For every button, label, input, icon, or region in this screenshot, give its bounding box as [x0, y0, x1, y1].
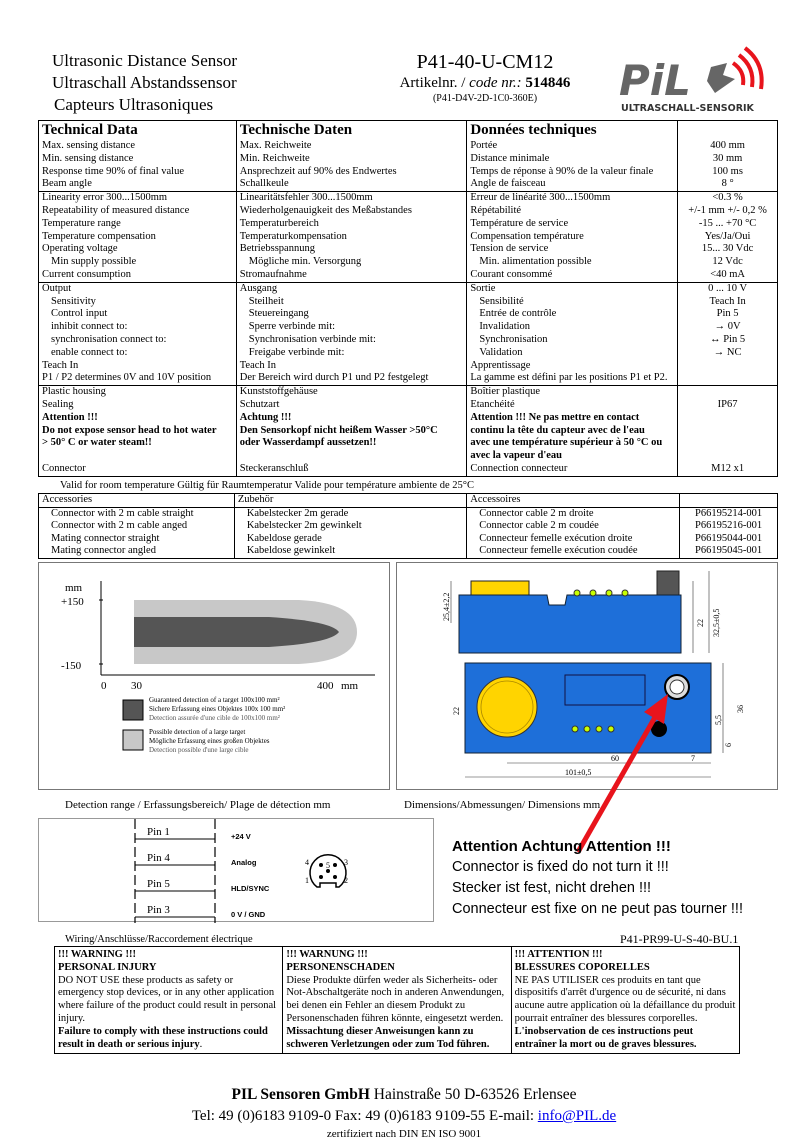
x-unit: mm [341, 680, 359, 692]
accessory-cell-code: P66195216-001 [680, 520, 778, 533]
tech-row [39, 425, 778, 438]
transducer-face [477, 677, 537, 737]
tech-cell-fr: Apprentissage [467, 360, 678, 373]
title-en: Ultrasonic Distance Sensor [52, 51, 238, 70]
tech-cell-v: → 0V [678, 321, 778, 334]
head-en: Technical Data [39, 121, 237, 141]
tech-row [39, 334, 778, 347]
tech-row [39, 412, 778, 425]
tech-cell-v: Teach In [678, 296, 778, 309]
legend1-de: Sichere Erfassung eines Objektes 100x 100 mm² [149, 705, 286, 713]
accessory-row [39, 545, 778, 558]
tech-cell-de: Achtung !!! [236, 412, 467, 425]
tech-cell-v [678, 372, 778, 385]
tech-cell-de: Den Sensorkopf nicht heißem Wasser >50°C [236, 425, 467, 438]
tech-cell-v: → NC [678, 347, 778, 360]
tech-cell-fr: Invalidation [467, 321, 678, 334]
article-line: Artikelnr. / code nr.: 514846 [399, 75, 571, 91]
tech-cell-de: Mögliche min. Versorgung [236, 256, 467, 269]
tech-row [39, 166, 778, 179]
accessory-cell-de: Kabelstecker 2m gerade [234, 507, 466, 520]
tech-cell-v: <0.3 % [678, 192, 778, 205]
attention-arrow [560, 690, 680, 860]
m12-pinout-icon [305, 855, 348, 887]
tech-cell-de: oder Wasserdampf aussetzen!! [236, 437, 467, 450]
detection-caption: Detection range / Erfassungsbereich/ Plage de détection mm [65, 799, 331, 811]
tech-cell-de: Wiederholgenauigkeit des Meßabstandes [236, 205, 467, 218]
tech-cell-en: Plastic housing [39, 386, 237, 399]
tech-cell-fr: Boîtier plastique [467, 386, 678, 399]
attention-fr: Connecteur est fixe on ne peut pas tourner !!! [452, 901, 743, 917]
article-number: 514846 [525, 75, 571, 91]
dim-25: 25,4±2,2 [442, 592, 451, 621]
tech-row [39, 256, 778, 269]
dim-101: 101±0,5 [565, 768, 592, 777]
tech-cell-de: Ansprechzeit auf 90% des Endwertes [236, 166, 467, 179]
tech-cell-v [678, 386, 778, 399]
tech-cell-v: Yes/Ja/Oui [678, 231, 778, 244]
tech-row [39, 463, 778, 476]
detection-range-graph [39, 563, 391, 791]
tech-cell-de: Kunststoffgehäuse [236, 386, 467, 399]
tech-cell-fr: Distance minimale [467, 153, 678, 166]
warning-fr: !!! ATTENTION !!! BLESSURES COPORELLES NE PAS UTILISER ces produits en tant que dispositifs d'arrêt d'urgence ou de sécurité, ni dans aucune autre application où la défaillance du produit pourrait entraîner des blessures corporelles. L'inobservation de ces instructions peut entraîner la mort ou de graves blessures. [511, 947, 739, 1054]
tech-row [39, 269, 778, 282]
pil-logo [615, 45, 765, 115]
tech-cell-de: Freigabe verbinde mit: [236, 347, 467, 360]
tech-cell-v [678, 450, 778, 463]
warnings-table [54, 946, 740, 1054]
tech-cell-fr: Sensibilité [467, 296, 678, 309]
tech-cell-en: Min supply possible [39, 256, 237, 269]
tech-cell-en: Response time 90% of final value [39, 166, 237, 179]
svg-text:3: 3 [344, 858, 348, 867]
tech-cell-de: Synchronisation verbinde mit: [236, 334, 467, 347]
tech-row [39, 218, 778, 231]
tech-cell-v: Pin 5 [678, 308, 778, 321]
tech-cell-en: inhibit connect to: [39, 321, 237, 334]
accessory-cell-de: Kabelstecker 2m gewinkelt [234, 520, 466, 533]
warning-en: !!! WARNING !!! PERSONAL INJURY DO NOT USE these products as safety or emergency stop devices, or in any other application where failure of the product could result in personal injury. Failure to comply with these instructions could result in death or serious injury. [55, 947, 283, 1054]
tech-cell-de: Steckeranschluß [236, 463, 467, 476]
tech-cell-v: IP67 [678, 399, 778, 412]
accessory-cell-fr: Connecteur femelle exécution droite [467, 533, 680, 546]
tech-row [39, 450, 778, 463]
tech-cell-fr: avec la vapeur d'eau [467, 450, 678, 463]
tech-cell-fr: avec une température supérieur à 50 °C ou [467, 437, 678, 450]
tech-cell-en: Sensitivity [39, 296, 237, 309]
tech-cell-v [678, 425, 778, 438]
dimensions-caption: Dimensions/Abmessungen/ Dimensions mm [404, 799, 601, 811]
tech-cell-en: Operating voltage [39, 243, 237, 256]
accessory-cell-en: Connector with 2 m cable anged [39, 520, 235, 533]
tech-cell-v: M12 x1 [678, 463, 778, 476]
tech-cell-en [39, 450, 237, 463]
product-titles [52, 50, 237, 116]
part-code: P41-PR99-U-S-40-BU.1 [620, 932, 739, 946]
sig-gnd: 0 V / GND [231, 910, 266, 919]
tech-cell-en: Temperature range [39, 218, 237, 231]
tech-cell-fr: Sortie [467, 282, 678, 295]
head-fr: Données techniques [467, 121, 678, 141]
accessory-cell-fr: Connector cable 2 m droite [467, 507, 680, 520]
tech-cell-de: Steilheit [236, 296, 467, 309]
tech-row [39, 282, 778, 295]
y-plus: +150 [61, 596, 84, 608]
pin3-label: Pin 3 [147, 904, 170, 916]
tech-cell-de: Schallkeule [236, 178, 467, 191]
tech-row [39, 178, 778, 191]
pin5-label: Pin 5 [147, 878, 170, 890]
tech-cell-de: Min. Reichweite [236, 153, 467, 166]
tech-row [39, 192, 778, 205]
tech-cell-de: Temperaturkompensation [236, 231, 467, 244]
tech-row [39, 205, 778, 218]
warning-de: !!! WARNUNG !!! PERSONENSCHADEN Diese Produkte dürfen weder als Sicherheits- oder Not-Abschaltgeräte noch in anderen Anwendungen, bei denen ein Fehler an diesem Produkt zu Personenschaden führen könnte, eingesetzt werden. Missachtung dieser Anweisungen kann zu schweren Verletzungen oder zum Tod führen. [283, 947, 511, 1054]
dim-6: 6 [724, 743, 733, 747]
tech-cell-en: Sealing [39, 399, 237, 412]
tech-cell-de: Stromaufnahme [236, 269, 467, 282]
title-de: Ultraschall Abstandssensor [52, 73, 237, 92]
tech-cell-v: 8 ° [678, 178, 778, 191]
accessory-cell-en: Mating connector straight [39, 533, 235, 546]
model-number: P41-40-U-CM12 [416, 51, 554, 73]
tech-cell-en: enable connect to: [39, 347, 237, 360]
svg-text:1: 1 [305, 876, 309, 885]
tech-cell-v: 12 Vdc [678, 256, 778, 269]
accessories-table [38, 493, 778, 559]
wiring-panel [38, 818, 434, 922]
y-minus: -150 [61, 660, 82, 672]
technical-data-table [38, 120, 778, 477]
accessory-cell-code: P66195045-001 [680, 545, 778, 558]
accessory-cell-fr: Connector cable 2 m coudée [467, 520, 680, 533]
wiring-caption: Wiring/Anschlüsse/Raccordement électrique [65, 934, 253, 945]
sig-hld: HLD/SYNC [231, 884, 270, 893]
tech-cell-de: Betriebsspannung [236, 243, 467, 256]
variant-code: (P41-D4V-2D-1C0-360E) [432, 93, 538, 104]
tech-cell-fr: Entrée de contrôle [467, 308, 678, 321]
head-de: Technische Daten [236, 121, 467, 141]
tech-cell-en: Linearity error 300...1500mm [39, 192, 237, 205]
footer-cert: zertifiziert nach DIN EN ISO 9001 [326, 1128, 482, 1140]
company-address: Hainstraße 50 D-63526 Erlensee [373, 1086, 577, 1103]
tech-cell-en: Max. sensing distance [39, 140, 237, 153]
tech-row [39, 243, 778, 256]
accessory-cell-code: P66195214-001 [680, 507, 778, 520]
tech-cell-en: Attention !!! [39, 412, 237, 425]
attention-de: Stecker ist fest, nicht drehen !!! [452, 880, 652, 896]
tech-cell-fr: Tension de service [467, 243, 678, 256]
tech-cell-en: Connector [39, 463, 237, 476]
tech-cell-en: Control input [39, 308, 237, 321]
tech-cell-de: Der Bereich wird durch P1 und P2 festgelegt [236, 372, 467, 385]
logo-text: PiL [619, 56, 691, 105]
svg-text:4: 4 [305, 858, 309, 867]
wiring-diagram [39, 819, 435, 923]
acc-head-fr: Accessoires [467, 494, 680, 508]
tech-cell-fr: Etanchéité [467, 399, 678, 412]
accessory-row [39, 520, 778, 533]
svg-text:2: 2 [344, 876, 348, 885]
dim-32: 32,5±0,5 [712, 608, 721, 637]
tech-cell-fr: Synchronisation [467, 334, 678, 347]
tech-cell-v [678, 412, 778, 425]
tech-cell-de: Linearitätsfehler 300...1500mm [236, 192, 467, 205]
accessory-cell-en: Connector with 2 m cable straight [39, 507, 235, 520]
tech-cell-v: 15... 30 Vdc [678, 243, 778, 256]
tech-cell-en: Temperature compensation [39, 231, 237, 244]
title-fr: Capteurs Ultrasoniques [54, 95, 214, 114]
pin4-label: Pin 4 [147, 852, 170, 864]
logo-subtitle: ULTRASCHALL-SENSORIK [621, 103, 754, 114]
tech-cell-fr: Angle de faisceau [467, 178, 678, 191]
attention-en: Connector is fixed do not turn it !!! [452, 859, 669, 875]
tech-row [39, 231, 778, 244]
acc-head-de: Zubehör [234, 494, 466, 508]
tech-cell-v: 30 mm [678, 153, 778, 166]
pin1-label: Pin 1 [147, 826, 170, 838]
tech-cell-en: Repeatability of measured distance [39, 205, 237, 218]
x-label-0: 0 [101, 680, 107, 692]
tech-cell-fr: Portée [467, 140, 678, 153]
legend-dark-swatch [123, 700, 143, 720]
tech-row [39, 399, 778, 412]
dim-60: 60 [611, 754, 619, 763]
x-label-30: 30 [131, 680, 142, 692]
tech-cell-v: 400 mm [678, 140, 778, 153]
tech-row [39, 308, 778, 321]
svg-text:5: 5 [326, 861, 330, 870]
detection-range-panel [38, 562, 390, 790]
tech-cell-en: Min. sensing distance [39, 153, 237, 166]
accessory-cell-fr: Connecteur femelle exécution coudée [467, 545, 680, 558]
tech-cell-v [678, 360, 778, 373]
legend-light-swatch [123, 730, 143, 750]
sig-24v: +24 V [231, 832, 251, 841]
tech-cell-en: Beam angle [39, 178, 237, 191]
attention-head: Attention Achtung Attention !!! [452, 838, 671, 855]
legend2-fr: Detection possible d'une large cible [149, 746, 249, 754]
tech-row [39, 347, 778, 360]
legend2-en: Possible detection of a large target [149, 728, 246, 736]
accessory-cell-de: Kabeldose gewinkelt [234, 545, 466, 558]
dim-7: 7 [691, 754, 695, 763]
guaranteed-detection-area [134, 617, 339, 647]
legend1-en: Guaranteed detection of a target 100x100 mm² [149, 696, 280, 704]
tech-row [39, 386, 778, 399]
dim-22b: 22 [452, 707, 461, 715]
tech-cell-en: P1 / P2 determines 0V and 10V position [39, 372, 237, 385]
model-block [385, 50, 585, 106]
sig-analog: Analog [231, 858, 257, 867]
accessory-cell-code: P66195044-001 [680, 533, 778, 546]
x-label-400: 400 [317, 680, 334, 692]
tech-row [39, 153, 778, 166]
company-name: PIL Sensoren GmbH [231, 1086, 370, 1103]
tech-cell-de: Temperaturbereich [236, 218, 467, 231]
tech-cell-en: Current consumption [39, 269, 237, 282]
tech-cell-fr: continu la tête du capteur avec de l'eau [467, 425, 678, 438]
tech-cell-de: Sperre verbinde mit: [236, 321, 467, 334]
acc-head-en: Accessories [39, 494, 235, 508]
tech-row [39, 437, 778, 450]
tech-cell-en: > 50° C or water steam!! [39, 437, 237, 450]
tech-cell-fr: Répétabilité [467, 205, 678, 218]
tech-cell-fr: Compensation température [467, 231, 678, 244]
tech-row [39, 372, 778, 385]
tech-cell-fr: Température de service [467, 218, 678, 231]
tech-cell-fr: Erreur de linéarité 300...1500mm [467, 192, 678, 205]
tech-cell-v [678, 437, 778, 450]
contact-line: Tel: 49 (0)6183 9109-0 Fax: 49 (0)6183 9109-55 E-mail: [191, 1108, 538, 1124]
dim-22a: 22 [696, 619, 705, 627]
tech-cell-fr: Courant consommé [467, 269, 678, 282]
dim-5: 5,5 [714, 715, 723, 725]
legend2-de: Mögliche Erfassung eines großen Objektes [149, 737, 270, 745]
tech-cell-de: Schutzart [236, 399, 467, 412]
tech-cell-v: ↔ Pin 5 [678, 334, 778, 347]
dim-36: 36 [736, 705, 745, 713]
accessory-cell-en: Mating connector angled [39, 545, 235, 558]
tech-cell-fr: Validation [467, 347, 678, 360]
tech-cell-en: Output [39, 282, 237, 295]
email-link[interactable]: info@PIL.de [537, 1108, 617, 1124]
tech-cell-fr: Min. alimentation possible [467, 256, 678, 269]
tech-cell-de: Steuereingang [236, 308, 467, 321]
tech-cell-v: 0 ... 10 V [678, 282, 778, 295]
tech-row [39, 296, 778, 309]
legend1-fr: Detection assurée d'une cible de 100x100 mm² [149, 714, 280, 722]
tech-cell-de: Ausgang [236, 282, 467, 295]
tech-row [39, 360, 778, 373]
tech-cell-de: Teach In [236, 360, 467, 373]
tech-cell-v: -15 ... +70 °C [678, 218, 778, 231]
tech-cell-fr: Temps de réponse à 90% de la valeur finale [467, 166, 678, 179]
tech-row [39, 321, 778, 334]
temperature-note: Valid for room temperature Gültig für Raumtemperatur Valide pour température ambiente de 25°C [60, 480, 474, 491]
tech-cell-v: 100 ms [678, 166, 778, 179]
tech-cell-en: Do not expose sensor head to hot water [39, 425, 237, 438]
attention-notice [452, 836, 743, 920]
tech-cell-fr: Attention !!! Ne pas mettre en contact [467, 412, 678, 425]
side-body [459, 595, 681, 653]
tech-cell-fr: La gamme est défini par les positions P1 et P2. [467, 372, 678, 385]
tech-cell-de: Max. Reichweite [236, 140, 467, 153]
tech-cell-en: Teach In [39, 360, 237, 373]
accessory-row [39, 507, 778, 520]
tech-cell-v: +/-1 mm +/- 0,2 % [678, 205, 778, 218]
tech-cell-en: synchronisation connect to: [39, 334, 237, 347]
accessory-row [39, 533, 778, 546]
footer-company [0, 1086, 808, 1104]
footer-contact [0, 1108, 808, 1125]
tech-cell-de [236, 450, 467, 463]
accessory-cell-de: Kabeldose gerade [234, 533, 466, 546]
unit-top: mm [65, 582, 83, 594]
tech-cell-fr: Connection connecteur [467, 463, 678, 476]
tech-cell-v: <40 mA [678, 269, 778, 282]
tech-row [39, 140, 778, 153]
